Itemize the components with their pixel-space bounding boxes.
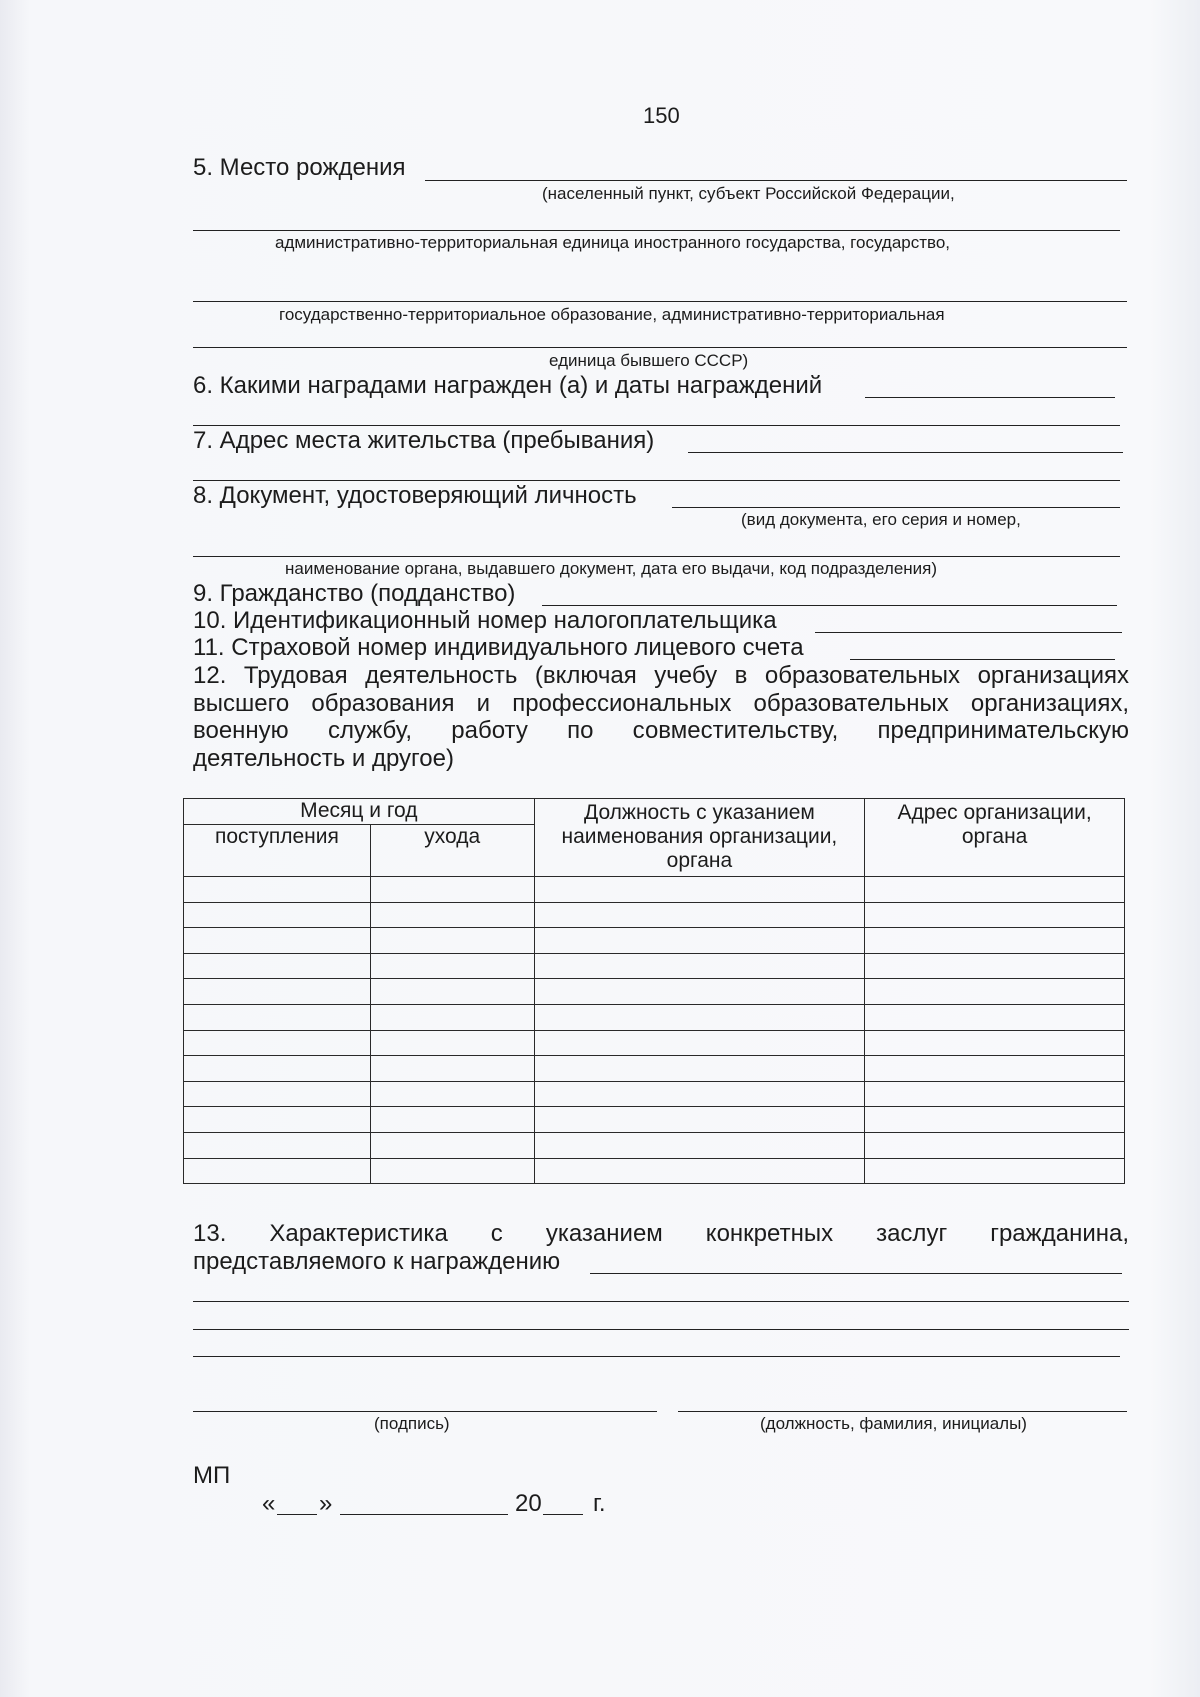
cell-address[interactable] (865, 1056, 1125, 1082)
item5-field-line3[interactable] (193, 301, 1127, 302)
item13-line1: 13. Характеристика с указанием конкретных заслуг гражданина, (193, 1220, 1129, 1247)
item6-label: 6. Какими наградами награжден (а) и даты награждений (193, 372, 823, 399)
item5-hint3: государственно-территориальное образование, административно-территориальная (279, 305, 945, 324)
date-close-quote: » (319, 1490, 333, 1517)
cell-address[interactable] (865, 979, 1125, 1005)
item12-line3: военную службу, работу по совместительству, предпринимательскую (193, 717, 1129, 744)
header-month-year: Месяц и год (184, 799, 535, 825)
item12-line4: деятельность и другое) (193, 745, 454, 772)
item9-field-line[interactable] (542, 605, 1117, 606)
cell-end-date[interactable] (370, 1004, 534, 1030)
cell-start-date[interactable] (184, 1004, 371, 1030)
cell-position[interactable] (534, 902, 865, 928)
item5-field-line1[interactable] (425, 180, 1127, 181)
cell-end-date[interactable] (370, 1132, 534, 1158)
name-line[interactable] (678, 1411, 1127, 1412)
date-month-line[interactable] (340, 1514, 508, 1515)
cell-end-date[interactable] (370, 1030, 534, 1056)
stamp-label: МП (193, 1462, 231, 1489)
item5-label: 5. Место рождения (193, 154, 406, 181)
table-row (184, 1158, 1125, 1184)
cell-end-date[interactable] (370, 1158, 534, 1184)
item5-hint4: единица бывшего СССР) (549, 351, 749, 370)
date-year-line[interactable] (543, 1514, 583, 1515)
table-row (184, 1004, 1125, 1030)
cell-address[interactable] (865, 1107, 1125, 1133)
cell-end-date[interactable] (370, 902, 534, 928)
item8-field-line1[interactable] (672, 507, 1120, 508)
item8-label: 8. Документ, удостоверяющий личность (193, 482, 637, 509)
item10-label: 10. Идентификационный номер налогоплательщика (193, 607, 777, 634)
date-year-prefix: 20 (515, 1490, 542, 1517)
table-row (184, 1132, 1125, 1158)
date-year-suffix: г. (593, 1490, 606, 1517)
cell-position[interactable] (534, 1132, 865, 1158)
cell-position[interactable] (534, 979, 865, 1005)
cell-address[interactable] (865, 928, 1125, 954)
cell-start-date[interactable] (184, 877, 371, 903)
item12-line2: высшего образования и профессиональных образовательных организациях, (193, 690, 1129, 717)
item8-hint2: наименование органа, выдавшего документ, дата его выдачи, код подразделения) (285, 559, 938, 578)
cell-address[interactable] (865, 902, 1125, 928)
name-hint: (должность, фамилия, инициалы) (760, 1414, 1027, 1433)
cell-end-date[interactable] (370, 1081, 534, 1107)
item8-field-line2[interactable] (193, 556, 1120, 557)
cell-address[interactable] (865, 1004, 1125, 1030)
item13-line2: представляемого к награждению (193, 1248, 561, 1275)
cell-position[interactable] (534, 1056, 865, 1082)
cell-start-date[interactable] (184, 1158, 371, 1184)
cell-start-date[interactable] (184, 953, 371, 979)
item5-field-line4[interactable] (193, 347, 1127, 348)
date-open-quote: « (262, 1490, 276, 1517)
cell-start-date[interactable] (184, 1132, 371, 1158)
header-start: поступления (184, 825, 371, 877)
item9-label: 9. Гражданство (подданство) (193, 580, 516, 607)
table-row (184, 1107, 1125, 1133)
page-number: 150 (643, 103, 680, 128)
cell-end-date[interactable] (370, 1107, 534, 1133)
header-position: Должность с указанием наименования организации, органа (534, 799, 865, 877)
item5-field-line2[interactable] (193, 230, 1120, 231)
header-end: ухода (370, 825, 534, 877)
cell-start-date[interactable] (184, 1107, 371, 1133)
cell-position[interactable] (534, 1030, 865, 1056)
cell-end-date[interactable] (370, 877, 534, 903)
item11-field-line[interactable] (850, 659, 1115, 660)
cell-position[interactable] (534, 928, 865, 954)
item5-hint2: административно-территориальная единица иностранного государства, государство, (275, 233, 951, 252)
table-row (184, 1056, 1125, 1082)
item13-field-line2[interactable] (193, 1301, 1129, 1302)
table-row (184, 928, 1125, 954)
table-row (184, 979, 1125, 1005)
item7-label: 7. Адрес места жительства (пребывания) (193, 427, 655, 454)
cell-position[interactable] (534, 877, 865, 903)
table-row (184, 1081, 1125, 1107)
cell-start-date[interactable] (184, 902, 371, 928)
signature-hint: (подпись) (374, 1414, 450, 1433)
signature-line[interactable] (193, 1411, 657, 1412)
item7-field-line1[interactable] (688, 452, 1123, 453)
cell-address[interactable] (865, 1158, 1125, 1184)
item13-field-line3[interactable] (193, 1329, 1129, 1330)
cell-start-date[interactable] (184, 1056, 371, 1082)
cell-position[interactable] (534, 1158, 865, 1184)
cell-address[interactable] (865, 953, 1125, 979)
table-row (184, 877, 1125, 903)
item13-field-line4[interactable] (193, 1356, 1120, 1357)
cell-address[interactable] (865, 877, 1125, 903)
cell-position[interactable] (534, 953, 865, 979)
cell-address[interactable] (865, 1081, 1125, 1107)
item8-hint1: (вид документа, его серия и номер, (741, 510, 1021, 529)
item6-field-line1[interactable] (865, 397, 1115, 398)
cell-start-date[interactable] (184, 979, 371, 1005)
cell-end-date[interactable] (370, 1056, 534, 1082)
cell-end-date[interactable] (370, 979, 534, 1005)
cell-position[interactable] (534, 1107, 865, 1133)
header-address: Адрес организации, органа (865, 799, 1125, 877)
cell-position[interactable] (534, 1081, 865, 1107)
item6-field-line2[interactable] (193, 425, 1120, 426)
cell-end-date[interactable] (370, 928, 534, 954)
cell-position[interactable] (534, 1004, 865, 1030)
item10-field-line[interactable] (815, 632, 1122, 633)
item7-field-line2[interactable] (193, 480, 1120, 481)
table-row (184, 953, 1125, 979)
work-history-table (183, 798, 1125, 1184)
cell-end-date[interactable] (370, 953, 534, 979)
cell-address[interactable] (865, 1030, 1125, 1056)
cell-address[interactable] (865, 1132, 1125, 1158)
item12-line1: 12. Трудовая деятельность (включая учебу в образовательных организациях (193, 662, 1129, 689)
cell-start-date[interactable] (184, 1030, 371, 1056)
date-day-line[interactable] (277, 1514, 317, 1515)
item5-hint1: (населенный пункт, субъект Российской Федерации, (542, 184, 955, 203)
table-row (184, 902, 1125, 928)
cell-start-date[interactable] (184, 1081, 371, 1107)
cell-start-date[interactable] (184, 928, 371, 954)
table-row (184, 1030, 1125, 1056)
item13-field-line1[interactable] (590, 1273, 1122, 1274)
item11-label: 11. Страховой номер индивидуального лицевого счета (193, 634, 804, 661)
